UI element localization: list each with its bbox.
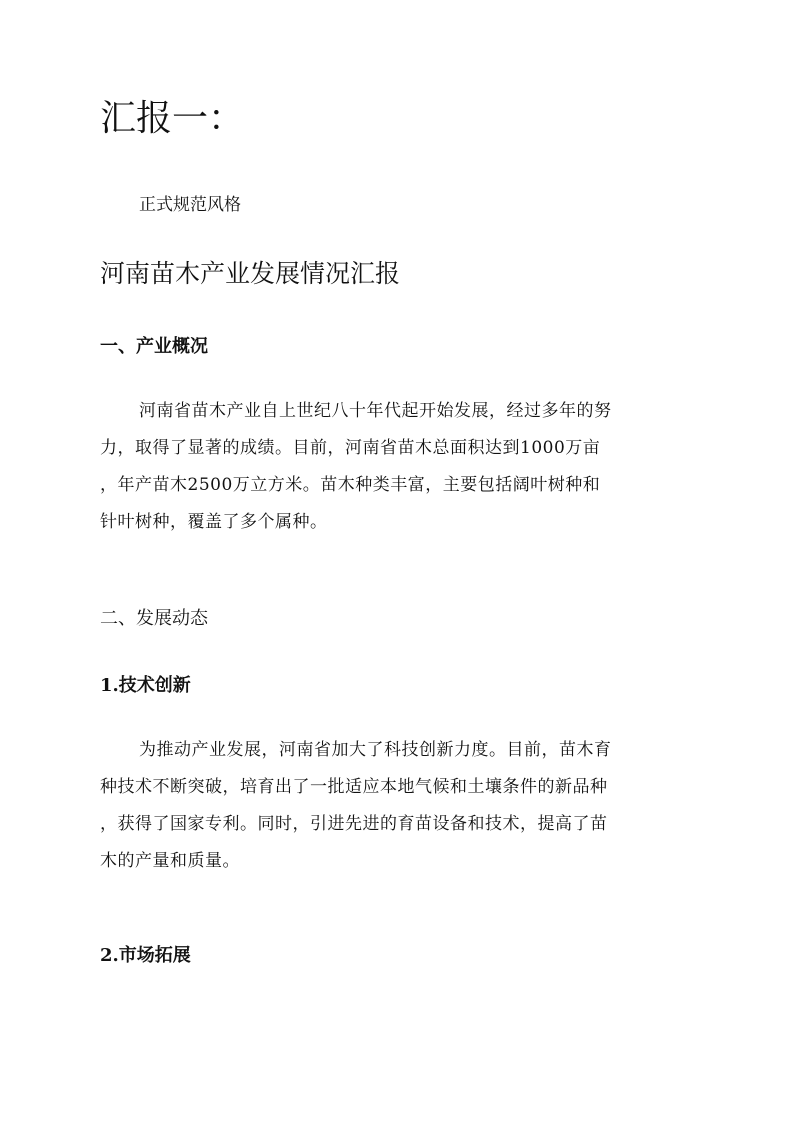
paragraph-line: 河南省苗木产业自上世纪八十年代起开始发展，经过多年的努 bbox=[139, 401, 612, 421]
paragraph-line: 种技术不断突破，培育出了一批适应本地气候和土壤条件的新品种 bbox=[100, 777, 608, 797]
paragraph-line: 针叶树种，覆盖了多个属种。 bbox=[100, 512, 328, 532]
paragraph-line: ，获得了国家专利。同时，引进先进的育苗设备和技术，提高了苗 bbox=[100, 814, 608, 834]
paragraph-line: 力，取得了显著的成绩。目前，河南省苗木总面积达到1000万亩 bbox=[100, 438, 601, 458]
report-title: 河南苗木产业发展情况汇报 bbox=[100, 259, 401, 288]
paragraph-line: 为推动产业发展，河南省加大了科技创新力度。目前，苗木育 bbox=[139, 740, 612, 760]
paragraph-industry-overview bbox=[100, 393, 700, 541]
subsection-heading-tech-innovation: 1.技术创新 bbox=[100, 675, 191, 696]
subsection-heading-market-expansion: 2.市场拓展 bbox=[100, 945, 191, 966]
paragraph-line: ，年产苗木2500万立方米。苗木种类丰富，主要包括阔叶树种和 bbox=[100, 475, 601, 495]
section-heading-industry-overview: 一、产业概况 bbox=[100, 336, 208, 357]
paragraph-line: 木的产量和质量。 bbox=[100, 851, 240, 871]
paragraph-tech-innovation bbox=[100, 732, 700, 880]
style-note: 正式规范风格 bbox=[139, 195, 241, 215]
section-heading-development-trends: 二、发展动态 bbox=[100, 608, 208, 629]
document-title: 汇报一： bbox=[100, 98, 245, 139]
